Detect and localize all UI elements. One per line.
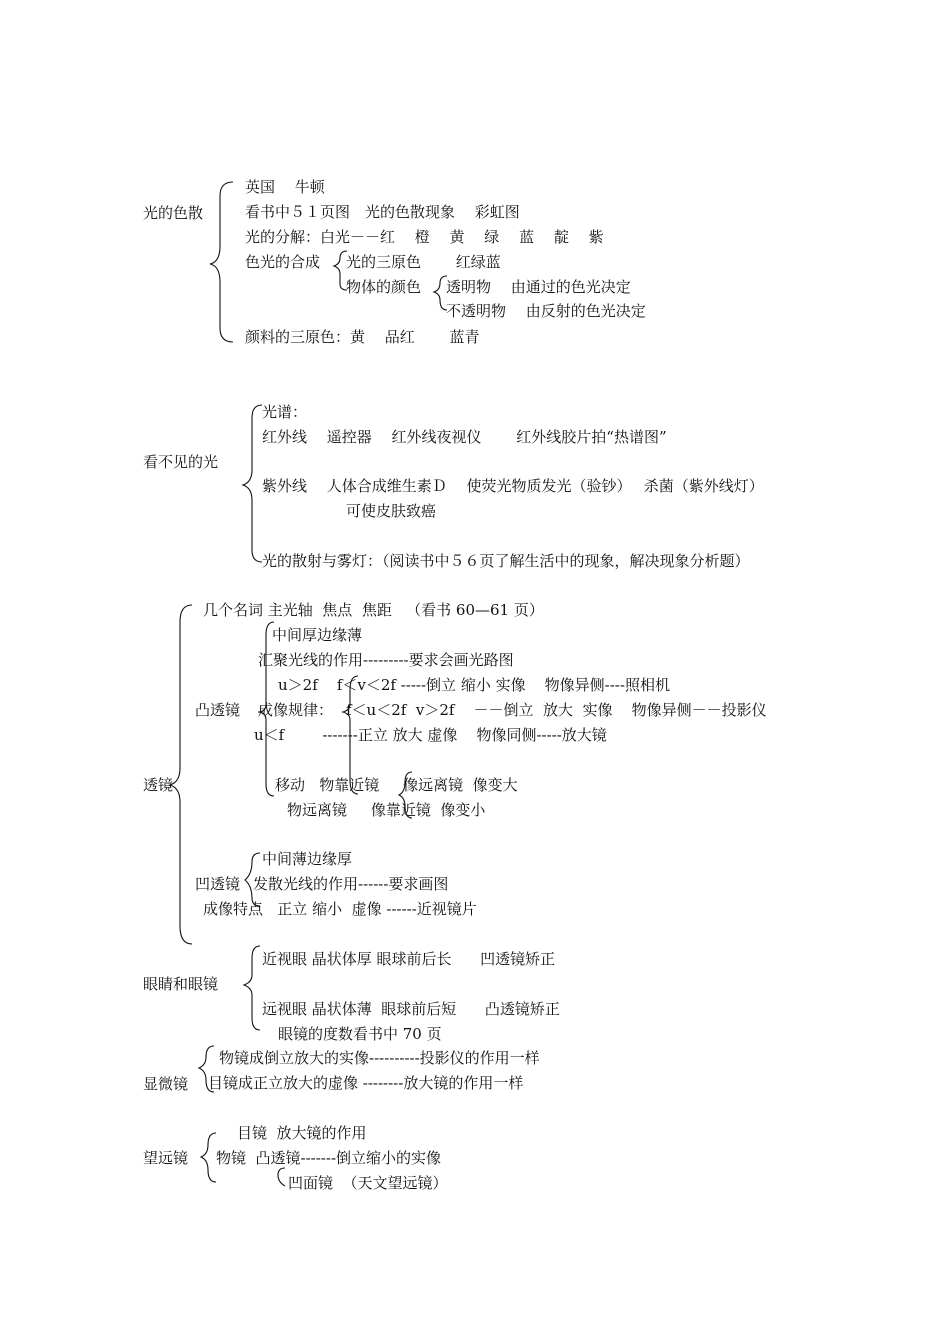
microscope-title: 显微镜: [143, 1075, 189, 1093]
dispersion-pigment: 颜料的三原色：黄 品红 蓝青: [245, 328, 480, 346]
convex-move-far: 物远离镜 像靠近镜 像变小: [287, 801, 486, 819]
invisible-spectrum: 光谱：: [262, 403, 308, 421]
brace-eyes: [244, 946, 260, 1030]
microscope-eyepiece: 目镜成正立放大的虚像 --------放大镜的作用一样: [208, 1074, 524, 1092]
telescope-concave-mirror: 凹面镜 （天文望远镜）: [288, 1174, 448, 1192]
eyes-hyperopia: 远视眼 晶状体薄 眼球前后短 凸透镜矫正: [262, 1000, 560, 1018]
dispersion-decomposition: 光的分解：白光－－红 橙 黄 绿 蓝 靛 紫: [245, 228, 604, 246]
dispersion-three-primary: 光的三原色 红绿蓝: [346, 253, 501, 271]
eyes-title: 眼睛和眼镜: [143, 975, 219, 993]
brace-dispersion: [210, 182, 233, 342]
telescope-objective: 物镜 凸透镜-------倒立缩小的实像: [216, 1149, 442, 1167]
invisible-scattering: 光的散射与雾灯：（阅读书中５６页了解生活中的现象，解决现象分析题）: [262, 552, 750, 570]
convex-rule-camera: u＞2f f＜v＜2f -----倒立 缩小 实像 物像异侧----照相机: [278, 676, 670, 694]
convex-shape: 中间厚边缘薄: [272, 626, 363, 644]
telescope-eyepiece: 目镜 放大镜的作用: [237, 1124, 367, 1142]
eyes-diopter: 眼镜的度数看书中 70 页: [278, 1025, 442, 1043]
dispersion-book-ref: 看书中５１页图 光的色散现象 彩虹图: [245, 203, 520, 221]
convex-converge: 汇聚光线的作用---------要求会画光路图: [258, 651, 514, 669]
brace-lens: [170, 605, 192, 944]
invisible-infrared: 红外线 遥控器 红外线夜视仪 红外线胶片拍“热谱图”: [262, 428, 667, 446]
convex-rule-magnifier: u＜f -------正立 放大 虚像 物像同侧-----放大镜: [254, 726, 607, 744]
dispersion-newton: 英国 牛顿: [245, 178, 325, 196]
microscope-objective: 物镜成倒立放大的实像----------投影仪的作用一样: [219, 1049, 540, 1067]
dispersion-opaque: 不透明物 由反射的色光决定: [446, 302, 646, 320]
concave-imaging: 成像特点 正立 缩小 虚像 ------近视镜片: [203, 900, 477, 918]
dispersion-title: 光的色散: [143, 204, 204, 222]
invisible-title: 看不见的光: [143, 453, 219, 471]
convex-rule-label: 成像规律：: [258, 701, 334, 719]
convex-title: 凸透镜: [195, 701, 241, 719]
brace-objective: [278, 1168, 285, 1186]
convex-rule-projector: f＜u＜2f v＞2f －－倒立 放大 实像 物像异侧－－投影仪: [346, 701, 767, 719]
convex-move-near: 移动 物靠近镜 像远离镜 像变大: [275, 776, 518, 794]
concave-diverge: 发散光线的作用------要求画图: [253, 875, 449, 893]
brace-telescope: [201, 1133, 216, 1182]
brace-invisible: [243, 405, 262, 562]
invisible-skin-cancer: 可使皮肤致癌: [346, 502, 437, 520]
lens-terms: 几个名词 主光轴 焦点 焦距 （看书 60—61 页）: [203, 601, 544, 619]
telescope-title: 望远镜: [143, 1149, 189, 1167]
eyes-myopia: 近视眼 晶状体厚 眼球前后长 凹透镜矫正: [262, 950, 556, 968]
concave-title: 凹透镜: [195, 875, 241, 893]
dispersion-synthesis: 色光的合成: [245, 253, 321, 271]
dispersion-object-color: 物体的颜色: [346, 278, 422, 296]
concave-shape: 中间薄边缘厚: [262, 850, 353, 868]
dispersion-transparent: 透明物 由通过的色光决定: [446, 278, 631, 296]
invisible-ultraviolet: 紫外线 人体合成维生素Ｄ 使荧光物质发光（验钞） 杀菌（紫外线灯）: [262, 477, 764, 495]
lens-title: 透镜: [143, 776, 174, 794]
